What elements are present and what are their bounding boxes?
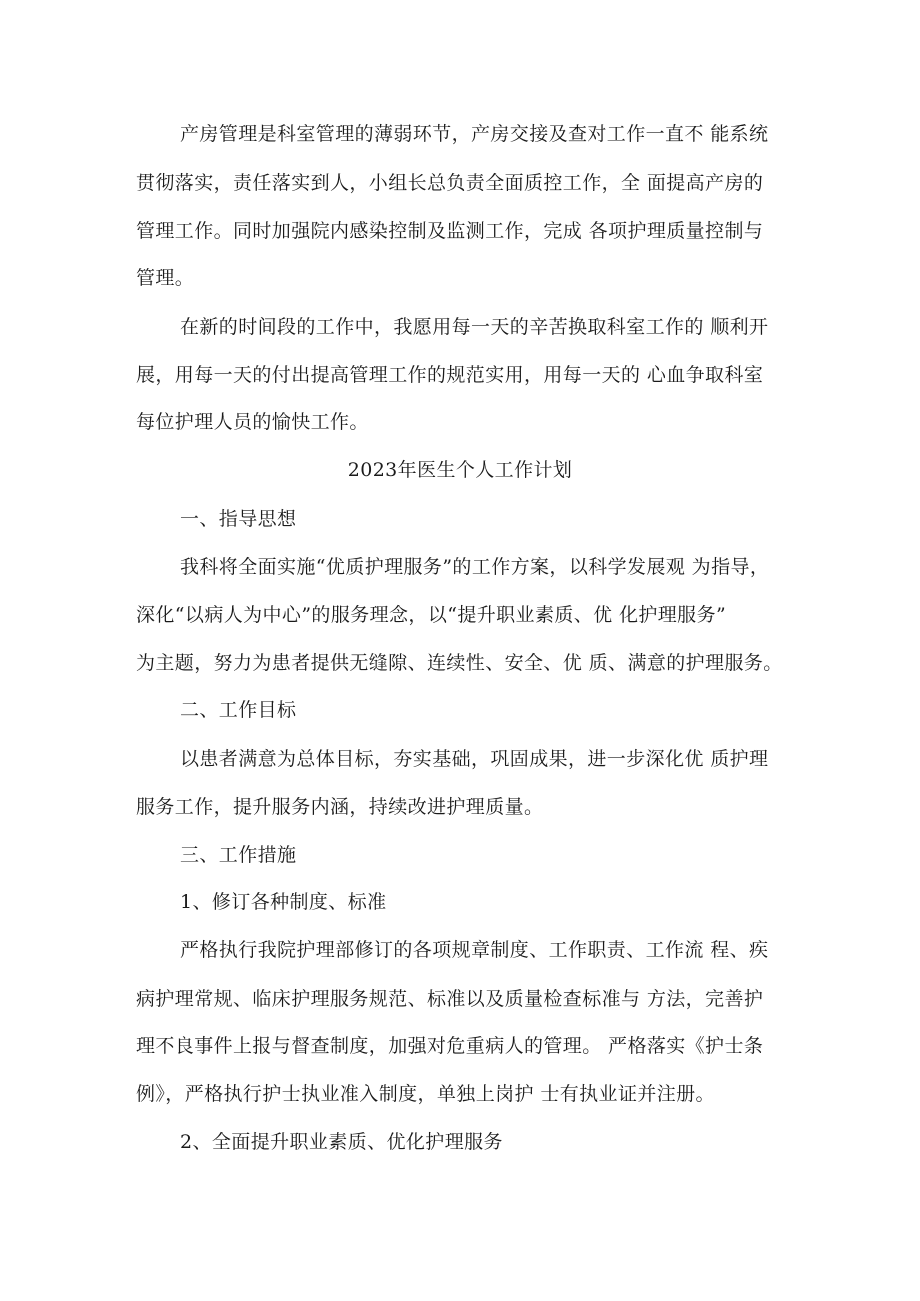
paragraph-line: 为主题，努力为患者提供无缝隙、连续性、安全、优 质、满意的护理服务。 (136, 652, 783, 674)
subsection-heading: 1、修订各种制度、标准 (180, 891, 387, 913)
paragraph-line: 以患者满意为总体目标，夯实基础，巩固成果，进一步深化优 质护理 (180, 748, 769, 770)
paragraph-line: 病护理常规、临床护理服务规范、标准以及质量检查标准与 方法，完善护 (136, 988, 764, 1010)
document-title: 2023年医生个人工作计划 (347, 459, 573, 481)
paragraph-line: 我科将全面实施“优质护理服务”的工作方案，以科学发展观 为指导， (180, 556, 770, 578)
paragraph-line: 在新的时间段的工作中，我愿用每一天的辛苦换取科室工作的 顺利开 (180, 316, 769, 338)
paragraph-line: 每位护理人员的愉快工作。 (136, 411, 369, 433)
paragraph-line: 深化“以病人为中心”的服务理念，以“提升职业素质、优 化护理服务” (136, 604, 727, 626)
paragraph-line: 严格执行我院护理部修订的各项规章制度、工作职责、工作流 程、疾 (180, 939, 769, 961)
paragraph-line: 管理工作。同时加强院内感染控制及监测工作，完成 各项护理质量控制与 (136, 220, 764, 242)
paragraph-line: 展，用每一天的付出提高管理工作的规范实用，用每一天的 心血争取科室 (136, 364, 764, 386)
section-heading: 二、工作目标 (180, 699, 297, 721)
paragraph-line: 贯彻落实，责任落实到人，小组长总负责全面质控工作，全 面提高产房的 (136, 172, 764, 194)
section-heading: 一、指导思想 (180, 508, 297, 530)
section-heading: 三、工作措施 (180, 844, 297, 866)
paragraph-line: 产房管理是科室管理的薄弱环节，产房交接及查对工作一直不 能系统 (180, 123, 769, 145)
subsection-heading: 2、全面提升职业素质、优化护理服务 (180, 1131, 503, 1153)
paragraph-line: 管理。 (136, 267, 195, 289)
paragraph-line: 理不良事件上报与督查制度，加强对危重病人的管理。 严格落实《护士条 (136, 1035, 764, 1057)
paragraph-line: 例》，严格执行护士执业准入制度，单独上岗护 士有执业证并注册。 (136, 1083, 715, 1105)
paragraph-line: 服务工作，提升服务内涵，持续改进护理质量。 (136, 796, 544, 818)
